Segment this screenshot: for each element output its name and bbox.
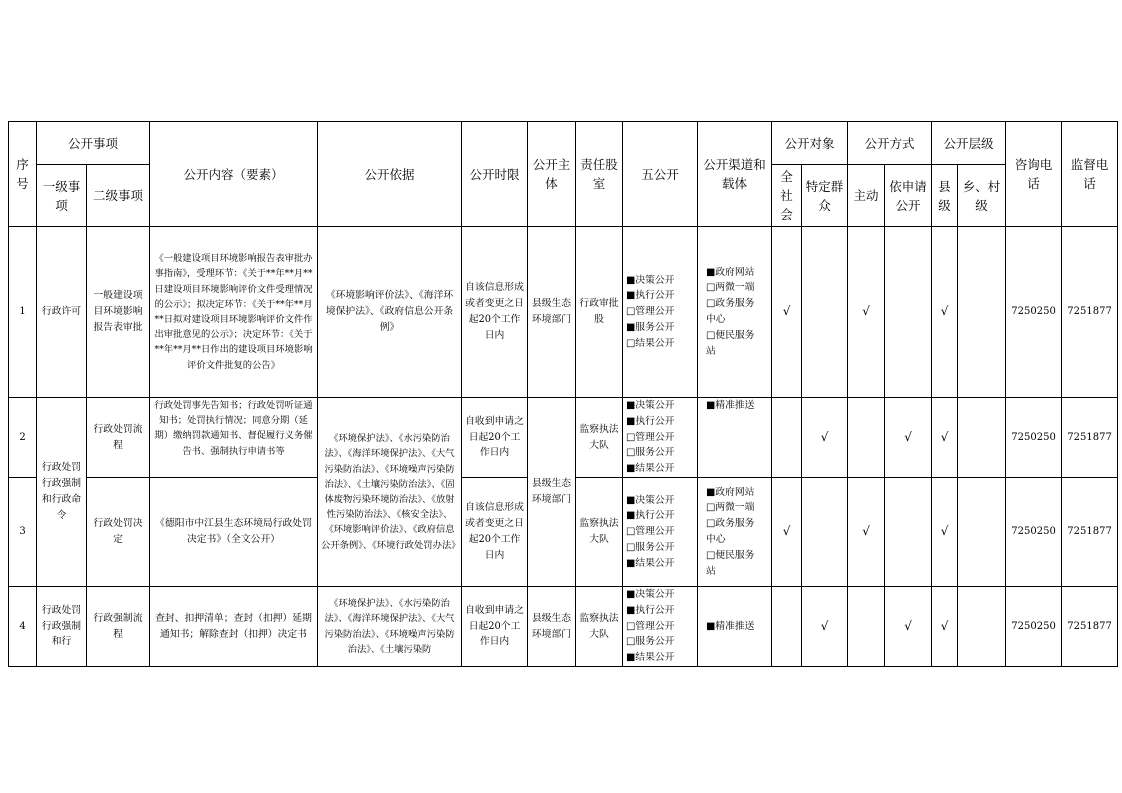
header-method-group: 公开方式 [848,122,932,165]
row-supervise-phone: 7251877 [1062,587,1118,667]
row-method-request [885,478,932,587]
five-item: ■决策公开 [626,589,675,600]
header-item-l1: 一级事项 [37,165,87,227]
channel-item: ■精准推送 [706,620,755,632]
row-target-all: √ [772,227,802,398]
five-item: ■结果公开 [626,557,675,569]
header-target-group: 公开对象 [772,122,848,165]
five-item: ■结果公开 [626,463,675,475]
row-channel [698,398,772,478]
five-item: □服务公开 [626,541,675,553]
header-time-limit: 公开时限 [462,122,528,227]
five-item: □服务公开 [626,636,675,648]
row-l1: 行政许可 [37,227,87,398]
row-subject-merged: 县级生态环境部门 [528,398,576,587]
channel-item: □两微一端 [706,282,755,294]
row-department: 监察执法大队 [576,587,623,667]
header-level-group: 公开层级 [932,122,1006,165]
row-content: 《德阳市中江县生态环境局行政处罚决定书》（全文公开） [150,478,318,587]
header-target-specific: 特定群众 [802,165,848,227]
five-item: □结果公开 [626,337,675,349]
five-item: ■执行公开 [626,510,675,522]
row-method-active [848,587,885,667]
channel-item: □政务服务 [706,518,755,530]
row-method-request [885,227,932,398]
row-level-county: √ [932,478,958,587]
row-content: 行政处罚事先告知书；行政处罚听证通知书；处罚执行情况；同意分期（延期）缴纳罚款通知书、督促履行义务催告书、强制执行申请书等 [150,398,318,478]
row-subject: 县级生态环境部门 [528,587,576,667]
row-target-specific [802,478,848,587]
five-item: □管理公开 [626,306,675,318]
header-item-group: 公开事项 [37,122,150,165]
channel-item: □两微一端 [706,502,755,514]
row-level-county: √ [932,587,958,667]
header-content: 公开内容（要素） [150,122,318,227]
row-l2: 行政强制流程 [87,587,150,667]
row-department: 行政审批股 [576,227,623,398]
five-item: ■执行公开 [626,290,675,302]
channel-item: ■政府网站 [706,486,755,498]
row-channel [698,587,772,667]
row-method-request: √ [885,587,932,667]
row-method-active: √ [848,227,885,398]
row-time-limit: 自该信息形成或者变更之日起20个工作日内 [462,478,528,587]
row-level-town [958,478,1006,587]
row-channel [698,227,772,398]
row-target-all [772,587,802,667]
row-department: 监察执法大队 [576,398,623,478]
row-seq: 1 [9,227,37,398]
row-channel [698,478,772,587]
row-basis: 《环境保护法》、《水污染防治法》、《海洋环境保护法》、《大气污染防治法》、《环境噪声污染防治法》、《土壤污染防 [318,587,462,667]
channel-item: □便民服务 [706,329,755,341]
disclosure-table [8,121,1118,667]
header-channel: 公开渠道和载体 [698,122,772,227]
row-subject: 县级生态环境部门 [528,227,576,398]
header-method-active: 主动 [848,165,885,227]
row-target-specific: √ [802,587,848,667]
row-l2: 一般建设项目环境影响报告表审批 [87,227,150,398]
header-supervise-phone: 监督电话 [1062,122,1118,227]
row-seq: 2 [9,398,37,478]
row-level-town [958,398,1006,478]
header-department: 责任股室 [576,122,623,227]
five-item: ■结果公开 [626,652,675,664]
row-time-limit: 自该信息形成或者变更之日起20个工作日内 [462,227,528,398]
channel-item: 中心 [706,534,726,545]
five-item: □管理公开 [626,620,675,632]
table-row [9,227,1118,398]
row-target-specific [802,227,848,398]
row-l2: 行政处罚流程 [87,398,150,478]
row-five-publicity [623,587,698,667]
header-level-town: 乡、村级 [958,165,1006,227]
five-item: ■执行公开 [626,604,675,616]
header-subject: 公开主体 [528,122,576,227]
five-item: □管理公开 [626,526,675,538]
channel-item: 站 [706,345,716,357]
row-supervise-phone: 7251877 [1062,478,1118,587]
row-supervise-phone: 7251877 [1062,227,1118,398]
five-item: ■服务公开 [626,321,675,333]
row-five-publicity [623,478,698,587]
row-five-publicity [623,398,698,478]
header-target-all: 全社会 [772,165,802,227]
header-item-l2: 二级事项 [87,165,150,227]
row-consult-phone: 7250250 [1006,478,1062,587]
row-seq: 3 [9,478,37,587]
header-five-publicity: 五公开 [623,122,698,227]
row-target-all [772,398,802,478]
row-basis-merged: 《环境保护法》、《水污染防治法》、《海洋环境保护法》、《大气污染防治法》、《环境噪声污染防治法》、《土壤污染防治法》、《固体废物污染环境防治法》、《放射性污染防治法》、《核安全法》、《环境影响评价法》、《政府信息公开条例》、《环境行政处罚办法》 [318,398,462,587]
channel-item: □便民服务 [706,549,755,561]
row-target-specific: √ [802,398,848,478]
channel-item: ■精准推送 [706,400,755,411]
table-row [9,587,1118,667]
header-method-request: 依申请公开 [885,165,932,227]
five-item: ■决策公开 [626,494,675,506]
five-item: ■决策公开 [626,400,675,411]
row-time-limit: 自收到申请之日起20个工作日内 [462,398,528,478]
channel-item: 中心 [706,314,726,325]
row-method-active [848,398,885,478]
five-item: ■执行公开 [626,415,675,427]
row-consult-phone: 7250250 [1006,587,1062,667]
row-method-active: √ [848,478,885,587]
row-content: 查封、扣押清单；查封（扣押）延期通知书；解除查封（扣押）决定书 [150,587,318,667]
header-basis: 公开依据 [318,122,462,227]
row-consult-phone: 7250250 [1006,398,1062,478]
five-item: □服务公开 [626,447,675,459]
header-consult-phone: 咨询电话 [1006,122,1062,227]
row-five-publicity [623,227,698,398]
table-row [9,398,1118,478]
five-item: ■决策公开 [626,274,675,286]
channel-item: ■政府网站 [706,266,755,278]
row-l1: 行政处罚行政强制和行 [37,587,87,667]
five-item: □管理公开 [626,431,675,443]
row-level-town [958,587,1006,667]
row-level-county: √ [932,398,958,478]
header-level-county: 县级 [932,165,958,227]
row-time-limit: 自收到申请之日起20个工作日内 [462,587,528,667]
row-content: 《一般建设项目环境影响报告表审批办事指南》，受理环节：《关于**年**月**日建设项目环境影响评价文件受理情况的公示》；拟决定环节：《关于**年**月**日拟对建设项目环境影响评价文件作出审批意见的公示》；决定环节：《关于**年**月**日作出的建设项目环境影响评价文件批复的公告》 [150,227,318,398]
row-seq: 4 [9,587,37,667]
row-supervise-phone: 7251877 [1062,398,1118,478]
row-department: 监察执法大队 [576,478,623,587]
row-l1-merged: 行政处罚行政强制和行政命令 [37,398,87,587]
header-seq: 序号 [9,122,37,227]
channel-item: 站 [706,565,716,577]
row-target-all: √ [772,478,802,587]
row-level-county: √ [932,227,958,398]
row-basis: 《环境影响评价法》、《海洋环境保护法》、《政府信息公开条例》 [318,227,462,398]
row-consult-phone: 7250250 [1006,227,1062,398]
row-method-request: √ [885,398,932,478]
channel-item: □政务服务 [706,298,755,310]
row-level-town [958,227,1006,398]
row-l2: 行政处罚决定 [87,478,150,587]
